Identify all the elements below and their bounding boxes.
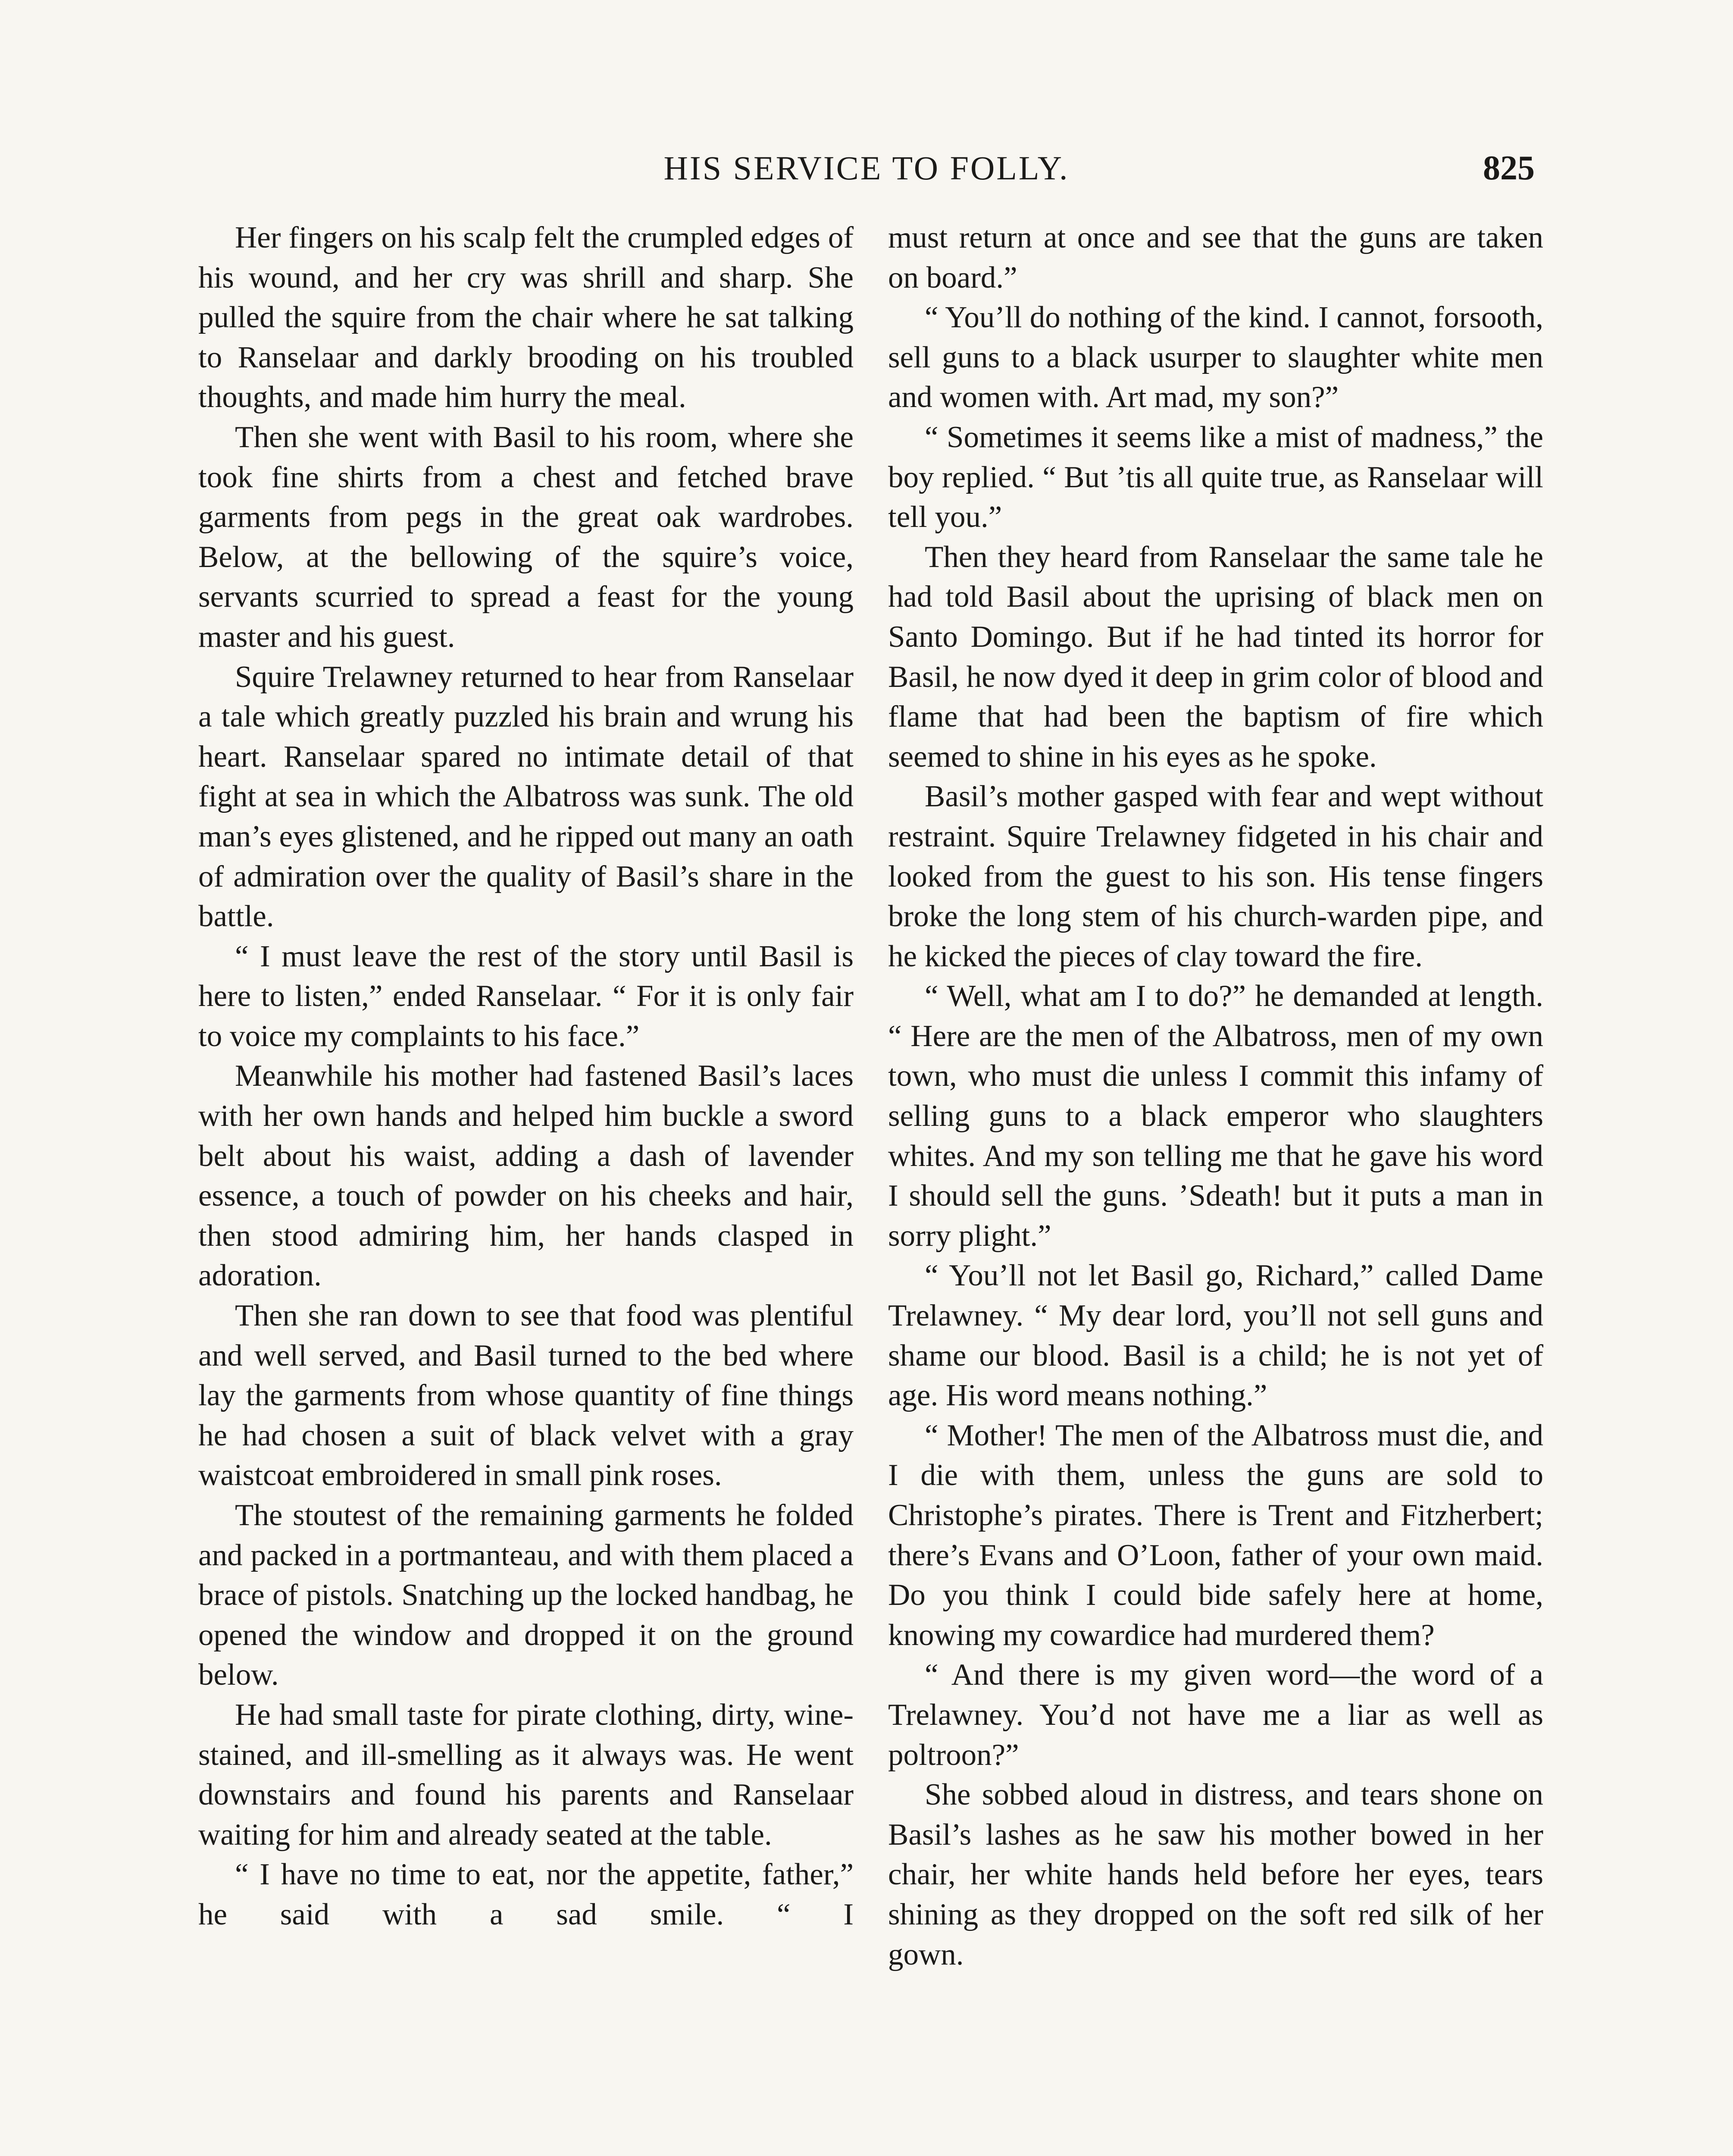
paragraph: “ I must leave the rest of the story until Basil is here to listen,” ended Ranselaar. “ For it is only fair to voice my complaints to his face.”: [198, 939, 854, 1053]
paragraph: The stoutest of the remaining garments he folded and packed in a portmanteau, and with them placed a brace of pistols. Snatching up the locked handbag, he opened the window and dropped it on the ground below.: [198, 1498, 854, 1692]
paragraph-continued: must return at once and see that the guns are taken on board.”: [888, 221, 1543, 295]
paragraph: “ You’ll do nothing of the kind. I cannot, forsooth, sell guns to a black usurper to slaughter white men and women with. Art mad, my son?”: [888, 301, 1543, 414]
paragraph: She sobbed aloud in distress, and tears shone on Basil’s lashes as he saw his mother bowed in her chair, her white hands held before her eyes, tears shining as they dropped on the soft red silk of her gown.: [888, 1778, 1543, 1971]
paragraph: Then she went with Basil to his room, where she took fine shirts from a chest and fetched brave garments from pegs in the great oak wardrobes. Below, at the bellowing of the squire’s voice, servants scurried to spread a feast for the young master and his guest.: [198, 420, 854, 654]
paragraph: Basil’s mother gasped with fear and wept without restraint. Squire Trelawney fidgeted in his chair and looked from the guest to his son. His tense fingers broke the long stem of his church-warden pipe, and he kicked the pieces of clay toward the fire.: [888, 780, 1543, 973]
page-number: 825: [1483, 149, 1535, 187]
paragraph: Then she ran down to see that food was plentiful and well served, and Basil turned to the bed where lay the garments from whose quantity of fine things he had chosen a suit of black velvet with a gray waistcoat embroidered in small pink roses.: [198, 1299, 854, 1492]
paragraph: “ Well, what am I to do?” he demanded at length. “ Here are the men of the Albatross, men of my own town, who must die unless I commit this infamy of selling guns to a black emperor who slaughters whites. And my son telling me that he gave his word I should sell the guns. ’Sdeath! but it puts a man in sorry plight.”: [888, 979, 1543, 1253]
paragraph: “ You’ll not let Basil go, Richard,” called Dame Trelawney. “ My dear lord, you’ll not sell guns and shame our blood. Basil is a child; he is not yet of age. His word means nothing.”: [888, 1259, 1543, 1413]
paragraph: Meanwhile his mother had fastened Basil’s laces with her own hands and helped him buckle a sword belt about his waist, adding a dash of lavender essence, a touch of powder on his cheeks and hair, then stood admiring him, her hands clasped in adoration.: [198, 1059, 854, 1293]
page-header: [198, 142, 1535, 194]
paragraph: “ I have no time to eat, nor the appetite, father,” he said with a sad smile. “ I: [198, 1858, 854, 1931]
paragraph: “ And there is my given word—the word of a Trelawney. You’d not have me a liar as well as poltroon?”: [888, 1658, 1543, 1772]
left-text-column: [198, 218, 854, 1935]
paragraph: “ Mother! The men of the Albatross must die, and I die with them, unless the guns are sold to Christophe’s pirates. There is Trent and Fitzherbert; there’s Evans and O’Loon, father of your own maid. Do you think I could bide safely here at home, knowing my cowardice had murdered them?: [888, 1418, 1543, 1652]
paragraph: He had small taste for pirate clothing, dirty, wine-stained, and ill-smelling as it always was. He went downstairs and found his parents and Ranselaar waiting for him and already seated at the table.: [198, 1698, 854, 1852]
paragraph: Then they heard from Ranselaar the same tale he had told Basil about the uprising of black men on Santo Domingo. But if he had tinted its horror for Basil, he now dyed it deep in grim color of blood and flame that had been the baptism of fire which seemed to shine in his eyes as he spoke.: [888, 540, 1543, 774]
running-title: HIS SERVICE TO FOLLY.: [663, 149, 1070, 187]
paragraph: “ Sometimes it seems like a mist of madness,” the boy replied. “ But ’tis all quite true, as Ranselaar will tell you.”: [888, 420, 1543, 534]
paragraph: Her fingers on his scalp felt the crumpled edges of his wound, and her cry was shrill and sharp. She pulled the squire from the chair where he sat talking to Ranselaar and darkly brooding on his troubled thoughts, and made him hurry the meal.: [198, 221, 854, 414]
paragraph: Squire Trelawney returned to hear from Ranselaar a tale which greatly puzzled his brain and wrung his heart. Ranselaar spared no intimate detail of that fight at sea in which the Albatross was sunk. The old man’s eyes glistened, and he ripped out many an oath of admiration over the quality of Basil’s share in the battle.: [198, 660, 854, 934]
right-text-column: [888, 218, 1543, 1974]
